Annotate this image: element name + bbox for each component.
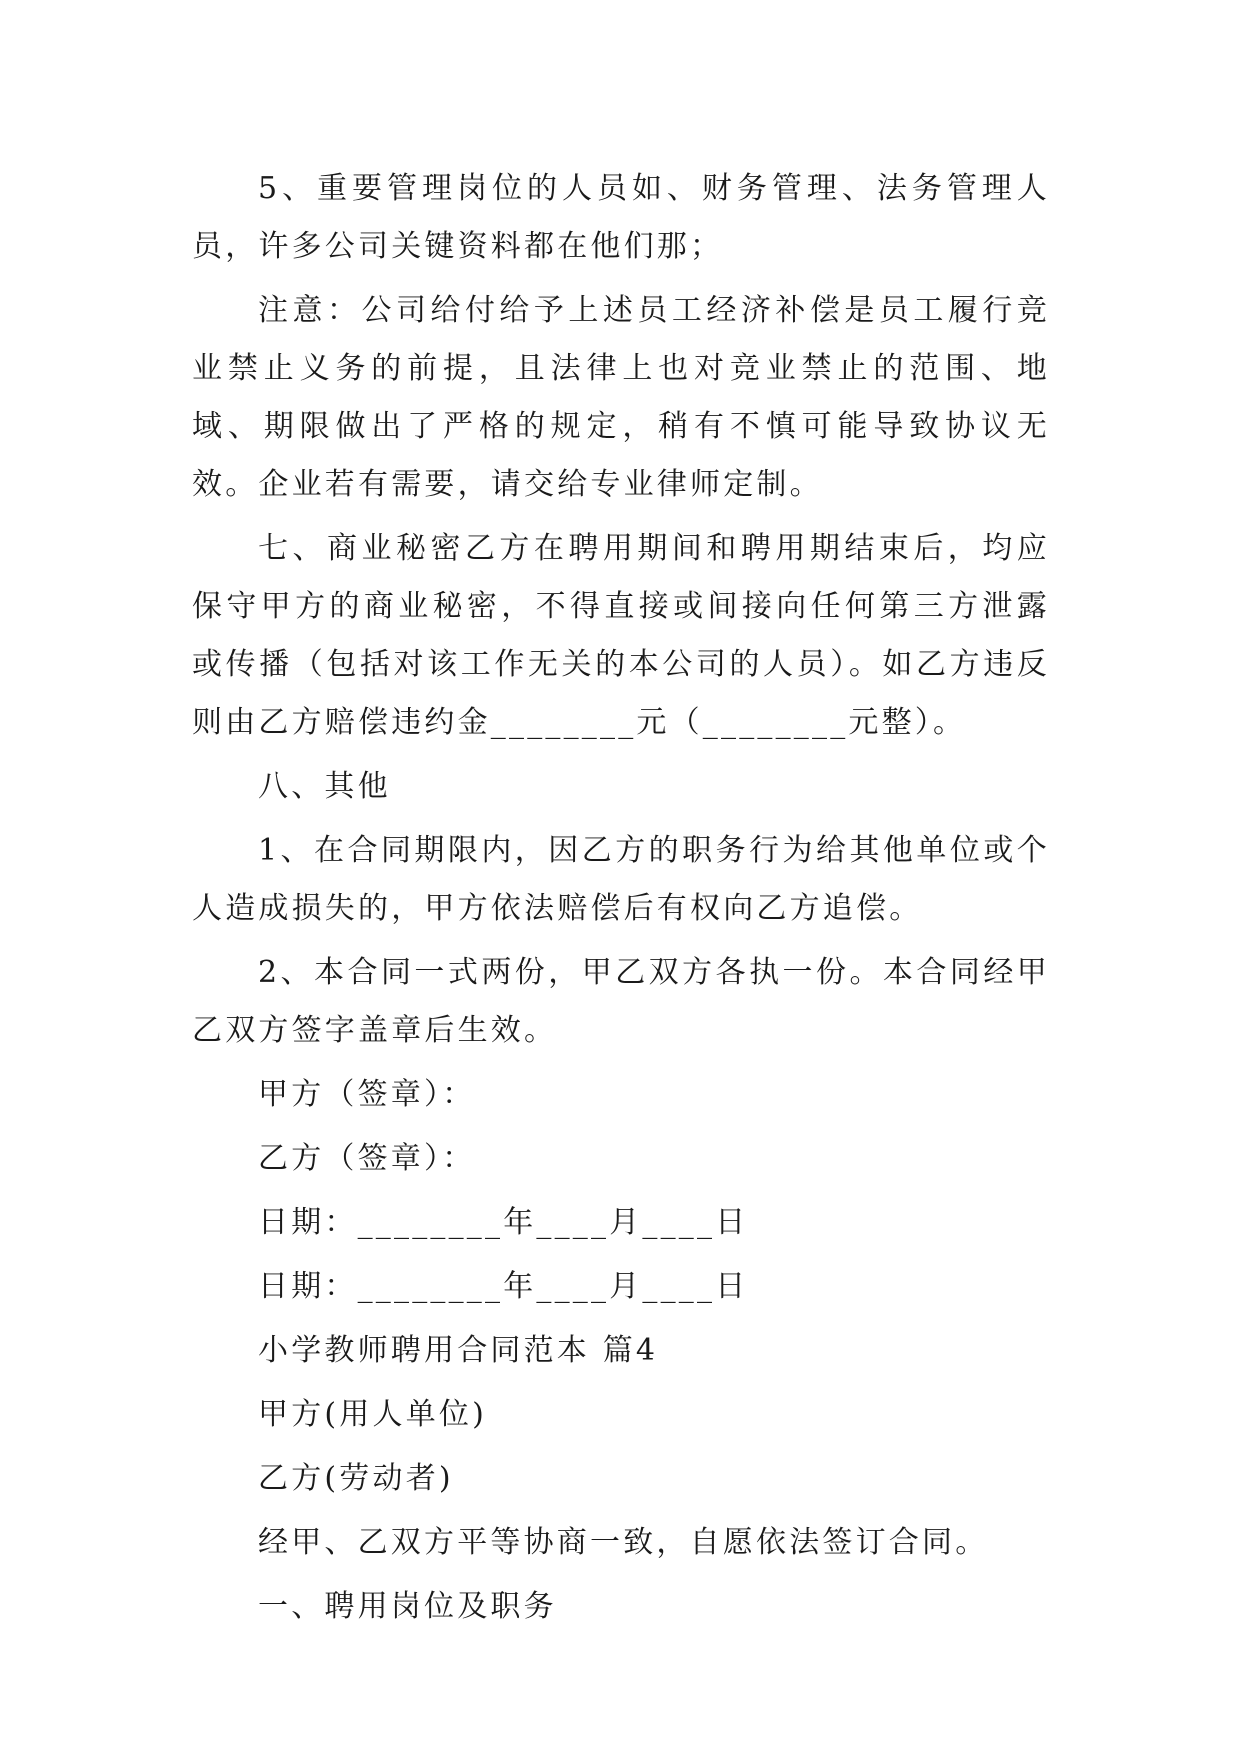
- document-body: [192, 160, 1050, 1642]
- contract-preamble: 经甲、乙双方平等协商一致，自愿依法签订合同。: [258, 1525, 989, 1560]
- contract-template-title: 小学教师聘用合同范本 篇4: [258, 1333, 659, 1368]
- paragraph-section-8-item-1: 1、在合同期限内，因乙方的职务行为给其他单位或个人造成损失的，甲方依法赔偿后有权向乙方追偿。: [192, 833, 1050, 926]
- party-b-signature-line: 乙方（签章）：: [258, 1141, 476, 1176]
- party-a-employer-label: 甲方(用人单位): [258, 1397, 488, 1432]
- paragraph-section-8-item-2: 2、本合同一式两份，甲乙双方各执一份。本合同经甲乙双方签字盖章后生效。: [192, 955, 1050, 1048]
- date-line-2: 日期：________年____月____日: [258, 1269, 749, 1304]
- paragraph-item-5: 5、重要管理岗位的人员如、财务管理、法务管理人员，许多公司关键资料都在他们那；: [192, 171, 1050, 264]
- party-b-employee-label: 乙方(劳动者): [258, 1461, 454, 1496]
- paragraph-note: 注意：公司给付给予上述员工经济补偿是员工履行竞业禁止义务的前提，且法律上也对竞业禁止的范围、地域、期限做出了严格的规定，稍有不慎可能导致协议无效。企业若有需要，请交给专业律师定制。: [192, 293, 1050, 502]
- party-a-signature-line: 甲方（签章）：: [258, 1077, 476, 1112]
- paragraph-section-7-trade-secret: 七、商业秘密乙方在聘用期间和聘用期结束后，均应保守甲方的商业秘密，不得直接或间接向任何第三方泄露或传播（包括对该工作无关的本公司的人员）。如乙方违反则由乙方赔偿违约金________元（________元整）。: [192, 531, 1050, 740]
- section-1-heading: 一、聘用岗位及职务: [258, 1589, 557, 1624]
- date-line-1: 日期：________年____月____日: [258, 1205, 749, 1240]
- paragraph-section-8-heading: 八、其他: [258, 769, 391, 804]
